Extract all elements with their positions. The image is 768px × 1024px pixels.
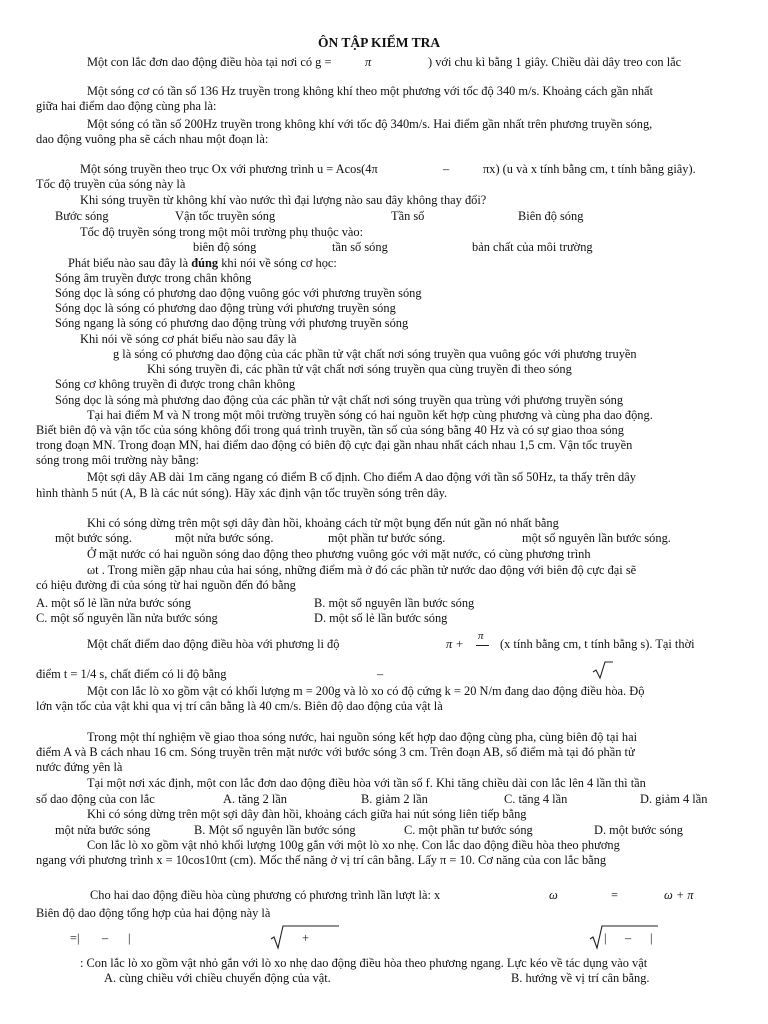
sqrt-sign [589,924,659,950]
text-segment: khi nói về sóng cơ học: [221,256,337,270]
emphasis-text: đúng [191,256,219,270]
answer-option: Sóng ngang là sóng có phương dao động trùng với phương truyền sóng [55,316,409,330]
text-line: Tốc độ truyền sóng trong một môi trường phụ thuộc vào: [80,225,364,239]
math-symbol: | [650,931,653,945]
text-line: Một chất điểm dao động điều hòa với phương li độ [87,637,340,651]
text-line: Một sóng truyền theo trục Ox với phương trình u = Acos(4π [80,162,378,176]
text-line: Một sợi dây AB dài 1m căng ngang có điểm B cố định. Cho điểm A dao động với tần số 50Hz, ta thấy trên dây [87,470,636,484]
answer-option: một nửa bước sóng [55,823,151,837]
fraction-line [476,645,489,646]
text-line: (x tính bằng cm, t tính bằng s). Tại thời [500,637,695,651]
text-line: điểm t = 1/4 s, chất điểm có li độ bằng [36,667,227,681]
page-title: ÔN TẬP KIỂM TRA [318,35,441,50]
text-line: hình thành 5 nút (A, B là các nút sóng). Hãy xác định vận tốc truyền sóng trên dây. [36,486,448,500]
text-line: Một con lắc lò xo gồm vật có khối lượng m = 200g và lò xo có độ cứng k = 20 N/m đang dao động điều hòa. Độ [87,684,645,698]
answer-option: tần số sóng [332,240,388,254]
math-symbol: | [128,931,131,945]
answer-option: một nửa bước sóng. [175,531,274,545]
text-line: điểm A và B cách nhau 16 cm. Sóng truyền trên mặt nước với bước sóng 3 cm. Trên đoạn AB, số điểm mà tại đó phần tử [36,745,635,759]
text-line: giữa hai điểm dao động cùng pha là: [36,99,217,113]
text-line: ngang với phương trình x = 10cos10πt (cm). Mốc thế năng ở vị trí cân bằng. Lấy π = 10. Cơ năng của con lắc bằng [36,853,607,867]
formula-eq: =| [70,931,80,945]
text-line: ωt . Trong miền gặp nhau của hai sóng, những điểm mà ở đó các phần tử nước dao động với biên độ cực đại sẽ [87,563,637,577]
answer-option: Vận tốc truyền sóng [175,209,276,223]
text-line: Khi có sóng dừng trên một sợi dây đàn hồi, khoảng cách giữa hai nút sóng liên tiếp bằng [87,807,527,821]
text-line: Tại hai điểm M và N trong một môi trường truyền sóng có hai nguồn kết hợp cùng phương và cùng pha dao động. [87,408,653,422]
math-symbol: + [302,931,309,945]
answer-option: g là sóng có phương dao động của các phần tử vật chất nơi sóng truyền qua vuông góc với phương truyền [113,347,637,361]
answer-option: Sóng cơ không truyền đi được trong chân không [55,377,296,391]
text-line: dao động vuông pha sẽ cách nhau một đoạn là: [36,132,269,146]
math-symbol: π + [446,637,464,651]
answer-option: C. một phần tư bước sóng [404,823,533,837]
text-line: Tốc độ truyền của sóng này là [36,177,186,191]
answer-option: D. giảm 4 lần [640,792,708,806]
text-line: Khi có sóng dừng trên một sợi dây đàn hồi, khoảng cách từ một bụng đến nút gần nó nhất bằng [87,516,559,530]
answer-option: D. một số lẻ lần bước sóng [314,611,448,625]
answer-option: một bước sóng. [55,531,132,545]
text-line: trong đoạn MN. Trong đoạn MN, hai điểm dao động có biên độ cực đại gần nhau nhất cách nhau 1,5 cm. Vận tốc truyền [36,438,633,452]
answer-option: Tần số [391,209,425,223]
math-symbol: – [377,667,384,681]
text-line: Một sóng cơ có tần số 136 Hz truyền trong không khí theo một phương với tốc độ 340 m/s. Khoảng cách gần nhất [87,84,653,98]
answer-option: Sóng dọc là sóng mà phương dao động của các phần tử vật chất nơi sóng truyền qua trùng với phương truyền sóng [55,393,624,407]
answer-option: B. giảm 2 lần [361,792,428,806]
answer-option: Khi sóng truyền đi, các phần tử vật chất nơi sóng truyền qua cùng truyền đi theo sóng [147,362,572,376]
answer-option: A. cùng chiều với chiều chuyển động của vật. [104,971,331,985]
math-symbol: = [611,888,618,902]
answer-option: D. một bước sóng [594,823,683,837]
math-symbol: ω + π [664,888,694,902]
math-symbol: | [604,931,607,945]
answer-option: bản chất của môi trường [472,240,593,254]
math-symbol: – [625,931,632,945]
answer-option: Biên độ sóng [518,209,584,223]
text-line: Khi sóng truyền từ không khí vào nước thì đại lượng nào sau đây không thay đổi? [80,193,487,207]
answer-option: một số nguyên lần bước sóng. [522,531,671,545]
text-line: lớn vận tốc của vật khi qua vị trí cân bằng là 40 cm/s. Biên độ dao động của vật là [36,699,443,713]
text-line: Cho hai dao động điều hòa cùng phương có phương trình lần lượt là: x [90,888,441,902]
math-symbol: ω [549,888,558,902]
answer-option: biên độ sóng [193,240,257,254]
math-symbol: – [443,162,450,176]
text-line: sóng trong môi trường này bằng: [36,453,199,467]
answer-option: B. một số nguyên lần bước sóng [314,596,475,610]
text-line: : Con lắc lò xo gồm vật nhỏ gắn với lò xo nhẹ dao động điều hòa theo phương ngang. Lực kéo về tác dụng vào vật [80,956,648,970]
text-line: Một sóng có tần số 200Hz truyền trong không khí với tốc độ 340m/s. Hai điểm gần nhất trên phương truyền sóng, [87,117,653,131]
text-line: Khi nói về sóng cơ phát biểu nào sau đây là [80,332,297,346]
answer-option: Sóng dọc là sóng có phương dao động trùng với phương truyền sóng [55,301,396,315]
answer-option: A. một số lẻ lần nửa bước sóng [36,596,191,610]
sqrt-sign [592,660,614,680]
answer-option: C. một số nguyên lần nửa bước sóng [36,611,218,625]
math-symbol: – [102,931,109,945]
text-line: Tại một nơi xác định, một con lắc đơn dao động điều hòa với tần số f. Khi tăng chiều dài con lắc lên 4 lần thì tần [87,776,646,790]
text-line: πx) (u và x tính bằng cm, t tính bằng giây). [483,162,696,176]
text-line: có hiệu đường đi của sóng từ hai nguồn đến đó bằng [36,578,296,592]
text-line: Ở mặt nước có hai nguồn sóng dao động theo phương vuông góc với mặt nước, có cùng phương trình [87,547,591,561]
text-line: ) với chu kì bằng 1 giây. Chiều dài dây treo con lắc [428,55,682,69]
math-symbol: π [365,55,372,69]
text-line: Con lắc lò xo gồm vật nhỏ khối lượng 100g gắn với một lò xo nhẹ. Con lắc dao động điều hòa theo phương [87,838,620,852]
text-line [68,256,337,270]
answer-option: Sóng âm truyền được trong chân không [55,271,252,285]
answer-option: C. tăng 4 lần [504,792,568,806]
answer-option: B. hướng về vị trí cân bằng. [511,971,650,985]
fraction-pi: π [478,630,484,642]
text-line: Trong một thí nghiệm về giao thoa sóng nước, hai nguồn sóng kết hợp dao động cùng pha, cùng biên độ tại hai [87,730,638,744]
answer-option: A. tăng 2 lần [223,792,288,806]
text-line: nước đứng yên là [36,760,123,774]
text-line: Biết biên độ và vận tốc của sóng không đổi trong quá trình truyền, tần số của sóng bằng 40 Hz và có sự giao thoa sóng [36,423,624,437]
answer-option: Sóng dọc là sóng có phương dao động vuông góc với phương truyền sóng [55,286,422,300]
answer-option: Bước sóng [55,209,109,223]
text-segment: Phát biểu nào sau đây là [68,256,189,270]
answer-option: B. Một số nguyên lần bước sóng [194,823,356,837]
text-line: số dao động của con lắc [36,792,155,806]
answer-option: một phần tư bước sóng. [328,531,446,545]
text-line: Biên độ dao động tổng hợp của hai động này là [36,906,271,920]
text-line: Một con lắc đơn dao động điều hòa tại nơi có g = [87,55,332,69]
